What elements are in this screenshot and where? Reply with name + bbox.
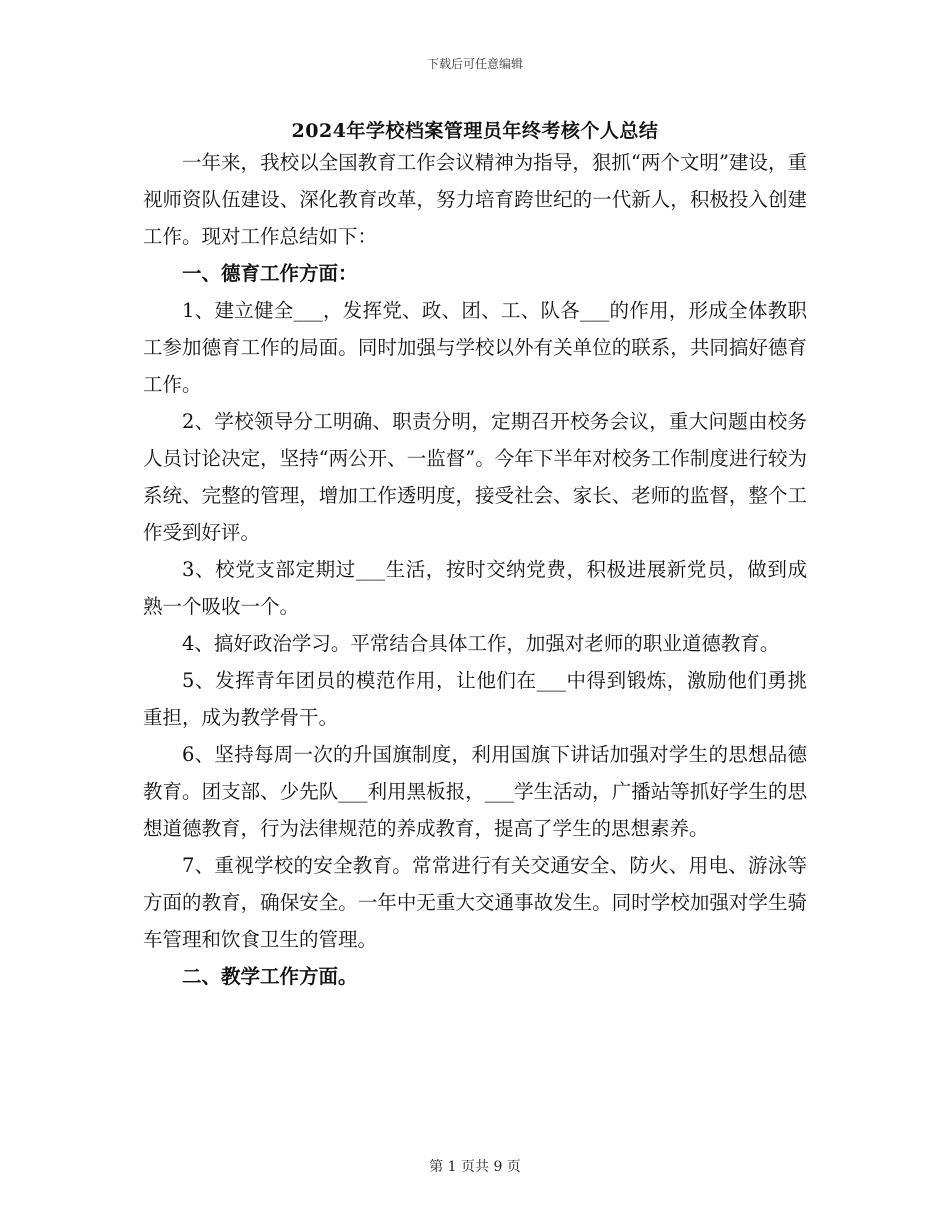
list-item-6: 6、坚持每周一次的升国旗制度，利用国旗下讲话加强对学生的思想品德教育。团支部、少先队___利用黑板报，___学生活动，广播站等抓好学生的思想道德教育，行为法律规范的养成教育，提高了学生的思想素养。: [143, 743, 807, 840]
list-item-4: 4、搞好政治学习。平常结合具体工作，加强对老师的职业道德教育。: [182, 632, 780, 655]
page-header-note: 下载后可任意编辑: [426, 57, 523, 71]
section-heading-teaching: 二、教学工作方面。: [182, 965, 358, 988]
document-title: 2024年学校档案管理员年终考核个人总结: [291, 120, 659, 142]
list-item-7: 7、重视学校的安全教育。常常进行有关交通安全、防火、用电、游泳等方面的教育，确保安全。一年中无重大交通事故发生。同时学校加强对学生骑车管理和饮食卫生的管理。: [143, 854, 807, 951]
document-body: [143, 144, 807, 995]
list-item-1: 1、建立健全___，发挥党、政、团、工、队各___的作用，形成全体教职工参加德育工作的局面。同时加强与学校以外有关单位的联系，共同搞好德育工作。: [143, 299, 807, 396]
intro-paragraph: 一年来，我校以全国教育工作会议精神为指导，狠抓“两个文明”建设，重视师资队伍建设、深化教育改革，努力培育跨世纪的一代新人，积极投入创建工作。现对工作总结如下：: [143, 151, 807, 248]
page-number: 第 1 页共 9 页: [429, 1159, 521, 1175]
list-item-2: 2、学校领导分工明确、职责分明，定期召开校务会议，重大问题由校务人员讨论决定，坚持“两公开、一监督”。今年下半年对校务工作制度进行较为系统、完整的管理，增加工作透明度，接受社会、家长、老师的监督，整个工作受到好评。: [143, 410, 807, 544]
section-heading-moral-education: 一、德育工作方面：: [182, 262, 358, 285]
list-item-5: 5、发挥青年团员的模范作用，让他们在___中得到锻炼，激励他们勇挑重担，成为教学骨干。: [143, 669, 807, 729]
list-item-3: 3、校党支部定期过___生活，按时交纳党费，积极进展新党员，做到成熟一个吸收一个。: [143, 558, 807, 618]
